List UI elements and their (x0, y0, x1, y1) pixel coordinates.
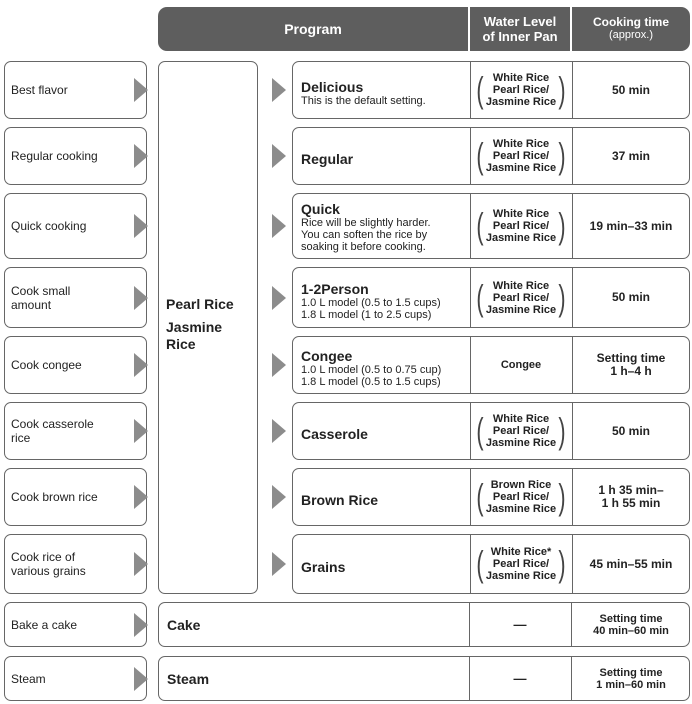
header-water-level (470, 7, 570, 51)
arrow-icon (272, 286, 286, 310)
program-row-brown-rice: Brown Rice ( Brown Rice Pearl Rice/ Jasmine Rice ) 1 h 35 min– 1 h 55 min (292, 468, 690, 526)
header-program-label: Program (284, 21, 342, 37)
program-row-regular: Regular ( White Rice Pearl Rice/ Jasmine Rice ) 37 min (292, 127, 690, 185)
purpose-quick: Quick cooking (4, 193, 147, 259)
purpose-grains: Cook rice of various grains (4, 534, 147, 594)
arrow-icon (134, 144, 148, 168)
arrow-icon (134, 667, 148, 691)
rice-type-pearl: Pearl Rice (166, 296, 234, 312)
arrow-icon (134, 214, 148, 238)
purpose-congee: Cook congee (4, 336, 147, 394)
purpose-regular: Regular cooking (4, 127, 147, 185)
program-row-delicious: Delicious This is the default setting. ( White Rice Pearl Rice/ Jasmine Rice ) 50 min (292, 61, 690, 119)
arrow-icon (272, 144, 286, 168)
purpose-small-amount: Cook small amount (4, 267, 147, 328)
arrow-icon (272, 485, 286, 509)
purpose-cake: Bake a cake (4, 602, 147, 647)
purpose-casserole: Cook casserole rice (4, 402, 147, 460)
program-row-casserole: Casserole ( White Rice Pearl Rice/ Jasmine Rice ) 50 min (292, 402, 690, 460)
arrow-icon (134, 485, 148, 509)
program-row-cake: Cake — Setting time 40 min–60 min (158, 602, 690, 647)
arrow-icon (272, 552, 286, 576)
program-row-quick: Quick Rice will be slightly harder. You can soften the rice by soaking it before cooking. ( White Rice Pearl Rice/ Jasmine Rice ) 19 min–33 min (292, 193, 690, 259)
arrow-icon (134, 613, 148, 637)
arrow-icon (134, 78, 148, 102)
arrow-icon (134, 419, 148, 443)
arrow-icon (134, 353, 148, 377)
header-program (158, 7, 468, 51)
arrow-icon (272, 214, 286, 238)
arrow-icon (134, 552, 148, 576)
purpose-best-flavor: Best flavor (4, 61, 147, 119)
header-water-line1: Water Level (483, 14, 557, 29)
program-name: Delicious (301, 79, 364, 95)
program-desc: This is the default setting. (301, 95, 426, 107)
arrow-icon (272, 353, 286, 377)
program-row-grains: Grains ( White Rice* Pearl Rice/ Jasmine Rice ) 45 min–55 min (292, 534, 690, 594)
program-row-congee: Congee 1.0 L model (0.5 to 0.75 cup) 1.8 L model (0.5 to 1.5 cups) Congee Setting time 1 h–4 h (292, 336, 690, 394)
header-water-line2: of Inner Pan (482, 29, 558, 44)
header-time-line2: (approx.) (608, 29, 654, 41)
purpose-brown-rice: Cook brown rice (4, 468, 147, 526)
program-row-steam: Steam — Setting time 1 min–60 min (158, 656, 690, 701)
rice-type-jasmine: Jasmine Rice (166, 319, 223, 352)
program-row-1-2person: 1-2Person 1.0 L model (0.5 to 1.5 cups) 1.8 L model (1 to 2.5 cups) ( White Rice Pearl Rice/ Jasmine Rice ) 50 min (292, 267, 690, 328)
header-time-line1: Cooking time (592, 15, 669, 29)
cooking-time: 50 min (611, 82, 650, 97)
arrow-icon (272, 419, 286, 443)
header-cooking-time (572, 7, 690, 51)
arrow-icon (134, 286, 148, 310)
rice-type-box (158, 61, 258, 594)
arrow-icon (272, 78, 286, 102)
purpose-steam: Steam (4, 656, 147, 701)
